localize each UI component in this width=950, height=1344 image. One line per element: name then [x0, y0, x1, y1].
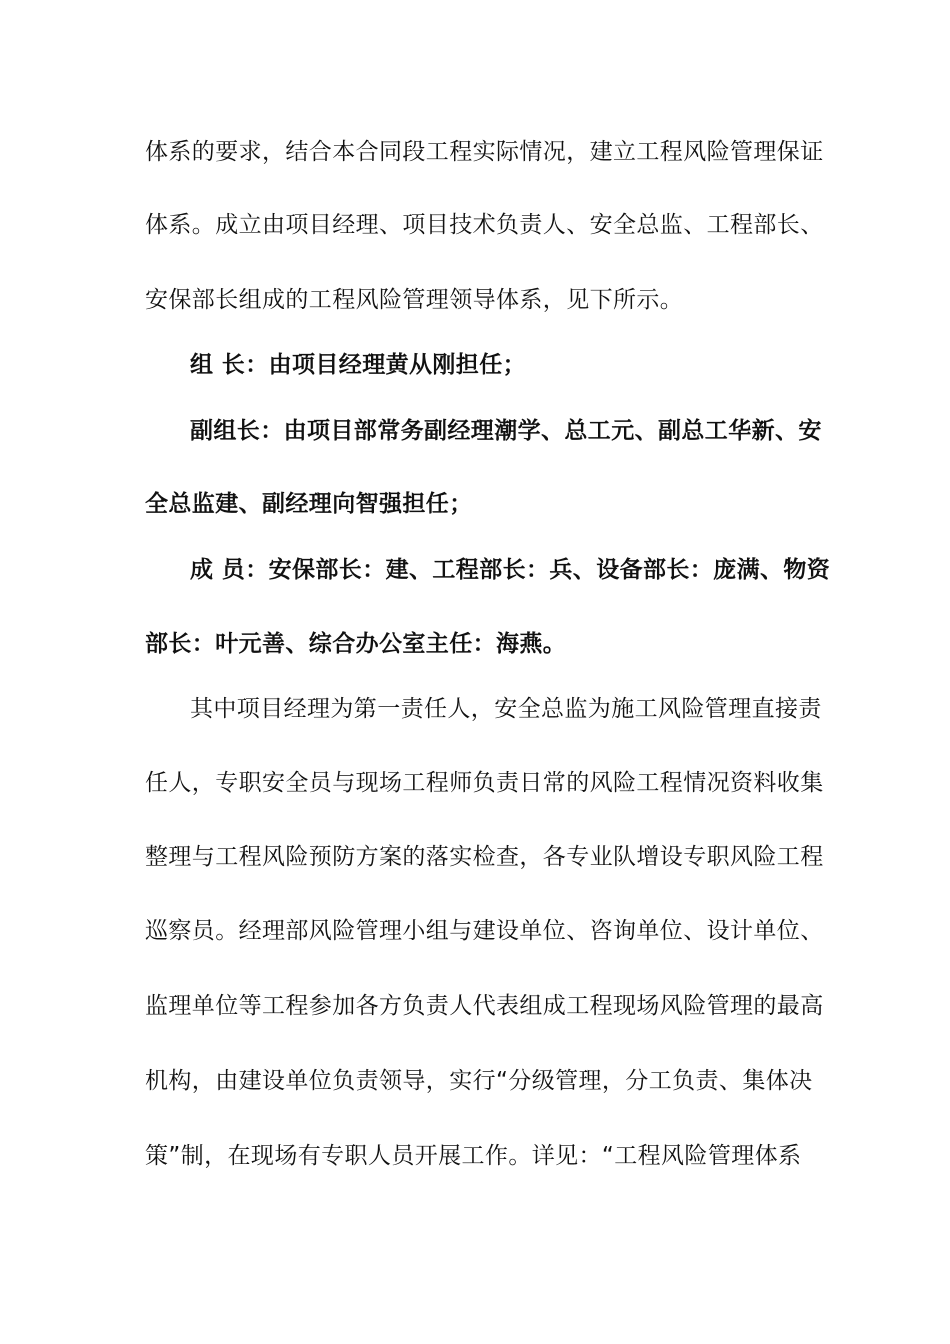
text-line: 其中项目经理为第一责任人，安全总监为施工风险管理直接责	[190, 696, 822, 722]
text-line: 巡察员。经理部风险管理小组与建设单位、咨询单位、设计单位、	[145, 918, 824, 944]
text-line: 任人，专职安全员与现场工程师负责日常的风险工程情况资料收集	[145, 770, 824, 796]
text-line: 整理与工程风险预防方案的落实检查，各专业队增设专职风险工程	[145, 844, 824, 870]
text-line: 监理单位等工程参加各方负责人代表组成工程现场风险管理的最高	[145, 993, 824, 1019]
text-line: 策”制，在现场有专职人员开展工作。详见：“工程风险管理体系	[145, 1143, 802, 1169]
text-line: 安保部长组成的工程风险管理领导体系，见下所示。	[145, 287, 684, 313]
text-line-leader: 组 长：由项目经理黄从刚担任；	[190, 352, 527, 378]
text-line-deputy-leader: 副组长：由项目部常务副经理潮学、总工元、副总工华新、安	[190, 418, 822, 444]
text-line: 全总监建、副经理向智强担任；	[145, 491, 473, 517]
text-line: 机构，由建设单位负责领导，实行“分级管理，分工负责、集体决	[145, 1068, 813, 1094]
text-line: 体系。成立由项目经理、项目技术负责人、安全总监、工程部长、	[145, 212, 824, 238]
text-line-members: 成 员：安保部长：建、工程部长：兵、设备部长：庞满、物资	[190, 557, 831, 583]
text-line: 体系的要求，结合本合同段工程实际情况，建立工程风险管理保证	[145, 139, 824, 165]
text-line: 部长：叶元善、综合办公室主任：海燕。	[145, 631, 567, 657]
